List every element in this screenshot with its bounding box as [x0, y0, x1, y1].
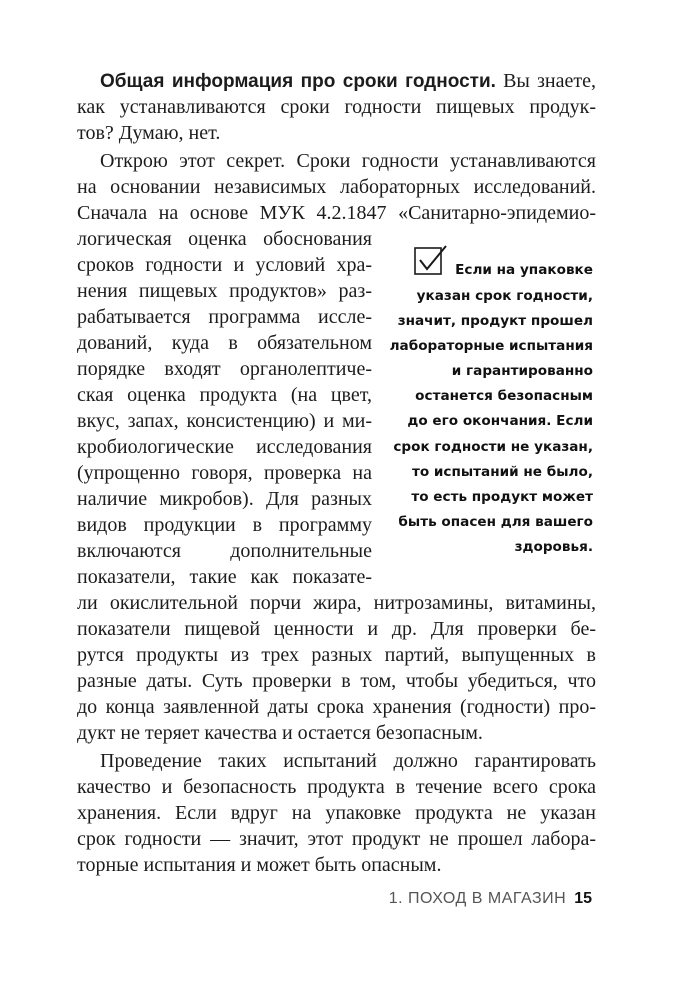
sidebar-line: до его окончания. Если: [407, 413, 593, 429]
body-line: на основании независимых лабораторных исследований.: [77, 176, 596, 198]
body-line: [100, 68, 596, 95]
body-line: ская оценка продукта (на цвет,: [77, 384, 372, 406]
body-line: качество и безопасность продукта в течение всего срока: [77, 776, 596, 798]
sidebar-line: Если на упаковке: [455, 262, 593, 278]
body-line: показатели, такие как показате-: [77, 566, 372, 588]
checkbox-check-icon: [414, 245, 444, 275]
body-line: кробиологические исследования: [77, 436, 372, 458]
body-line: включаются дополнительные: [77, 540, 372, 562]
page-footer: [389, 889, 592, 909]
body-line: рутся продукты из трех разных партий, выпущенных в: [77, 644, 596, 666]
sidebar-line: здоровья.: [514, 539, 593, 555]
sidebar-line: быть опасен для вашего: [398, 514, 593, 530]
body-line: Проведение таких испытаний должно гарантировать: [100, 750, 596, 772]
sidebar-line: указан срок годности,: [416, 288, 593, 304]
body-text: Вы знаете,: [503, 70, 596, 92]
body-line: как устанавливаются сроки годности пищевых продук-: [77, 96, 596, 118]
body-line: вкус, запах, консистенцию) и ми-: [77, 410, 372, 432]
body-line: наличие микробов). Для разных: [77, 488, 372, 510]
body-line: ли окислительной порчи жира, нитрозамины, витамины,: [77, 592, 596, 614]
running-section-title: 1. ПОХОД В МАГАЗИН: [388, 890, 567, 907]
sidebar-line: останется безопасным: [415, 388, 593, 404]
sidebar-line: значит, продукт прошел: [397, 313, 593, 329]
sidebar-line: и гарантированно: [451, 363, 593, 379]
body-line: показатели пищевой ценности и др. Для проверки бе-: [77, 618, 596, 640]
body-line: порядке входят органолептиче-: [77, 358, 372, 380]
body-line: дукт не теряет качества и остается безопасным.: [77, 722, 483, 744]
body-line: до конца заявленной даты срока хранения (годности) про-: [77, 696, 596, 718]
sidebar-line: то испытаний не было,: [411, 464, 593, 480]
body-line: срок годности — значит, этот продукт не прошел лабора-: [77, 828, 596, 850]
body-line: рабатывается программа иссле-: [77, 306, 372, 328]
sidebar-line: срок годности не указан,: [393, 439, 593, 455]
body-line: сроков годности и условий хра-: [77, 254, 372, 276]
body-line: хранения. Если вдруг на упаковке продукта не указан: [77, 802, 596, 824]
sidebar-line: то есть продукт может: [411, 489, 593, 505]
body-line: разные даты. Суть проверки в том, чтобы убедиться, что: [77, 670, 596, 692]
page-number: 15: [574, 890, 592, 907]
body-line: нения пищевых продуктов» раз-: [77, 280, 372, 302]
section-heading: Общая информация про сроки годности.: [100, 71, 496, 92]
sidebar-line: лабораторные испытания: [389, 338, 593, 354]
body-line: Сначала на основе МУК 4.2.1847 «Санитарно-эпидемио-: [77, 202, 596, 224]
body-line: (упрощенно говоря, проверка на: [77, 462, 372, 484]
body-line: видов продукции в программу: [77, 514, 372, 536]
body-line: Открою этот секрет. Сроки годности устанавливаются: [100, 150, 596, 172]
body-line: тов? Думаю, нет.: [77, 122, 221, 144]
body-line: торные испытания и может быть опасным.: [77, 854, 442, 876]
body-line: логическая оценка обоснования: [77, 228, 372, 250]
body-line: дований, куда в обязательном: [77, 332, 372, 354]
